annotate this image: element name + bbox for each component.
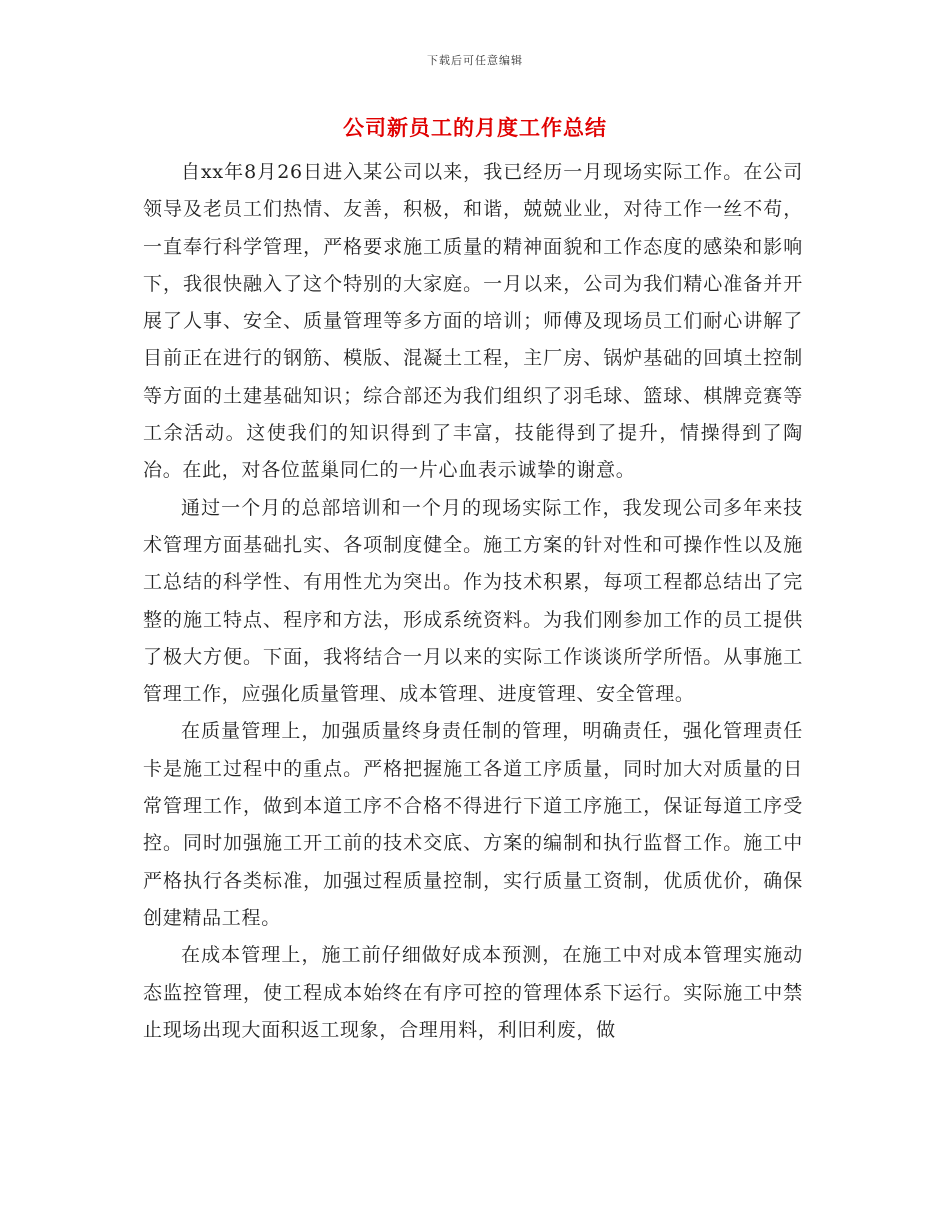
- paragraph-cost-management: 在成本管理上，施工前仔细做好成本预测，在施工中对成本管理实施动态监控管理，使工程成本始终在有序可控的管理体系下运行。实际施工中禁止现场出现大面积返工现象，合理用料，利旧利废，做: [143, 944, 803, 1041]
- paragraph-quality-management: 在质量管理上，加强质量终身责任制的管理，明确责任，强化管理责任卡是施工过程中的重点。严格把握施工各道工序质量，同时加大对质量的日常管理工作，做到本道工序不合格不得进行下道工序施工，保证每道工序受控。同时加强施工开工前的技术交底、方案的编制和执行监督工作。施工中严格执行各类标准，加强过程质量控制，实行质量工资制，优质优价，确保创建精品工程。: [143, 720, 803, 929]
- paragraph-intro: 自xx年8月26日进入某公司以来，我已经历一月现场实际工作。在公司领导及老员工们热情、友善，积极，和谐，兢兢业业，对待工作一丝不苟，一直奉行科学管理，严格要求施工质量的精神面貌和工作态度的感染和影响下，我很快融入了这个特别的大家庭。一月以来，公司为我们精心准备并开展了人事、安全、质量管理等多方面的培训；师傅及现场员工们耐心讲解了目前正在进行的钢筋、模版、混凝土工程，主厂房、锅炉基础的回填土控制等方面的土建基础知识；综合部还为我们组织了羽毛球、篮球、棋牌竞赛等工余活动。这使我们的知识得到了丰富，技能得到了提升，情操得到了陶冶。在此，对各位蓝巢同仁的一片心血表示诚挚的谢意。: [143, 161, 803, 482]
- document-body: [143, 154, 803, 1049]
- document-title: 公司新员工的月度工作总结: [343, 115, 607, 140]
- paragraph-training: 通过一个月的总部培训和一个月的现场实际工作，我发现公司多年来技术管理方面基础扎实、各项制度健全。施工方案的针对性和可操作性以及施工总结的科学性、有用性尤为突出。作为技术积累，每项工程都总结出了完整的施工特点、程序和方法，形成系统资料。为我们刚参加工作的员工提供了极大方便。下面，我将结合一月以来的实际工作谈谈所学所悟。从事施工管理工作，应强化质量管理、成本管理、进度管理、安全管理。: [143, 496, 803, 706]
- header-note: 下载后可任意编辑: [427, 54, 523, 67]
